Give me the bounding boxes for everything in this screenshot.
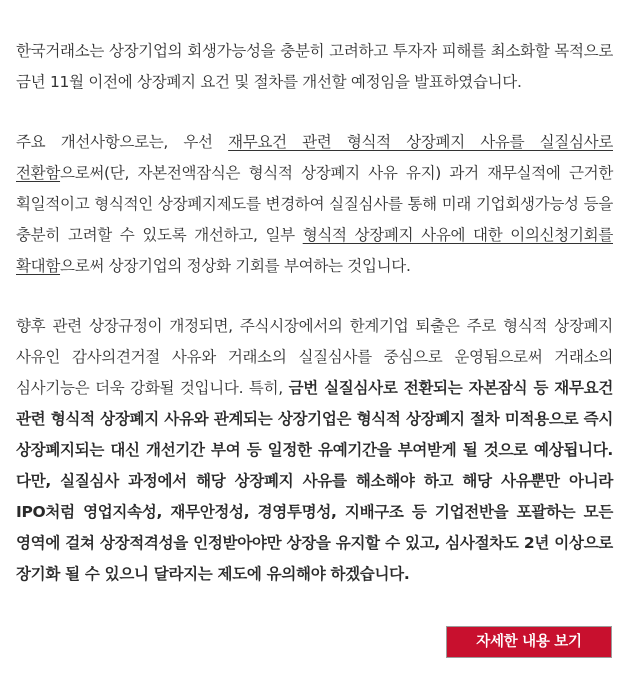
improvements-paragraph bbox=[16, 127, 613, 282]
view-details-button[interactable]: 자세한 내용 보기 bbox=[446, 626, 612, 658]
outlook-paragraph bbox=[16, 311, 613, 590]
improvements-text-1: 주요 개선사항으로는, 우선 bbox=[16, 133, 229, 151]
notice-content bbox=[16, 36, 613, 619]
detail-button-wrapper bbox=[446, 626, 612, 658]
improvements-text-2: 으로써(단, 자본전액잠식은 형식적 상장폐지 사유 유지) 과거 재무실적에 근거한 획일적이고 형식적인 상장폐지제도를 변경하여 실질심사를 통해 미래 기업회생가능성 등을 충분히 고려할 수 있도록 개선하고, 일부 bbox=[16, 164, 613, 244]
underlined-financial-requirement: 재무요건 관련 형식적 상장폐지 사유를 실질심사로 전환함 bbox=[16, 133, 613, 182]
intro-text: 한국거래소는 상장기업의 회생가능성을 충분히 고려하고 투자자 피해를 최소화할 목적으로 금년 11월 이전에 상장폐지 요건 및 절차를 개선할 예정임을 발표하였습니다. bbox=[16, 42, 613, 91]
outlook-text: 향후 관련 상장규정이 개정되면, 주식시장에서의 한계기업 퇴출은 주로 형식적 상장폐지 사유인 감사의견거절 사유와 거래소의 실질심사를 중심으로 운영됨으로써 거래소의 심사기능은 더욱 강화될 것입니다. 특히, bbox=[16, 317, 613, 397]
bold-caution-text: 금번 실질심사로 전환되는 자본잠식 등 재무요건 관련 형식적 상장폐지 사유와 관계되는 상장기업은 형식적 상장폐지 절차 미적용으로 즉시 상장폐지되는 대신 개선기간 부여 등 일정한 유예기간을 부여받게 될 것으로 예상됩니다. 다만, 실질심사 과정에서 해당 상장폐지 사유를 해소해야 하고 해당 사유뿐만 아니라 IPO처럼 영업지속성, 재무안정성, 경영투명성, 지배구조 등 기업전반을 포괄하는 모든 영역에 걸쳐 상장적격성을 인정받아야만 상장을 유지할 수 있고, 심사절차도 2년 이상으로 장기화 될 수 있으니 달라지는 제도에 유의해야 하겠습니다. bbox=[16, 379, 613, 583]
improvements-text-3: 으로써 상장기업의 정상화 기회를 부여하는 것입니다. bbox=[60, 257, 411, 275]
intro-paragraph bbox=[16, 36, 613, 98]
underlined-appeal-opportunity: 형식적 상장폐지 사유에 대한 이의신청기회를 확대함 bbox=[16, 226, 613, 275]
